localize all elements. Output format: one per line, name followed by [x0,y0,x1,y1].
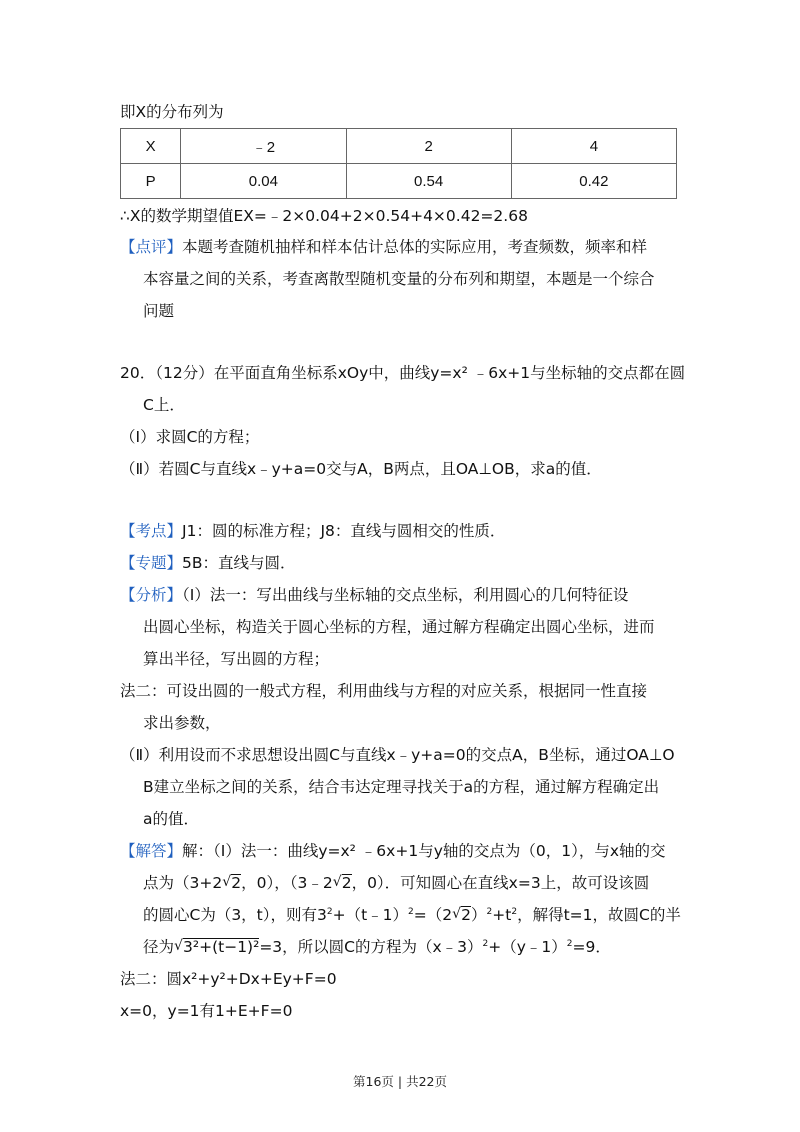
footer-separator: | [397,1074,403,1089]
table-cell: 0.04 [181,164,346,199]
jieda-text: 的圆心C为（3，t），则有$3^2+(t﹣1)^2=(2√$ $2)^2+t^2$，解得t=1，故圆C的半 [143,904,681,926]
review-text: 问题 [143,302,175,320]
jieda-line [120,840,666,862]
fenxi-text: 求出参数， [143,714,221,732]
table-cell: 0.54 [346,164,511,199]
zhuanti-tag: 【专题】 [120,554,183,572]
text-span: =3，所以圆C的方程为（x﹣3） [259,938,483,956]
kaodian-text: J1：圆的标准方程；J8：直线与圆相交的性质． [182,522,506,540]
review-line [120,236,647,258]
text-span: ） [471,906,487,924]
table-cell: 4 [511,129,676,164]
review-text: 本容量之间的关系，考查离散型随机变量的分布列和期望，本题是一个综合 [143,270,655,288]
sqrt-radical: √ 2 [452,904,471,926]
intro-text: 即X的分布列为 [120,103,224,121]
text-span: +（t﹣1） [332,906,409,924]
table-cell: 0.42 [511,164,676,199]
table-cell: ﹣2 [181,129,346,164]
kaodian-tag: 【考点】 [120,522,183,540]
zhuanti-text: 5B：直线与圆． [182,554,296,572]
table-cell: P [121,164,181,199]
kaodian-line [120,520,505,542]
text-span: ，0）．可知圆心在直线x=3上，故可设该圆 [351,874,650,892]
text-span: 点为（3+2 [143,874,223,892]
table-cell: 2 [346,129,511,164]
table-cell: X [121,129,181,164]
question-20-part1: （Ⅰ）求圆C的方程； [120,428,260,446]
sqrt-radical: √ 2 [222,872,241,894]
text-span: =9． [572,938,611,956]
jieda-tag: 【解答】 [120,842,183,860]
page-footer [0,1072,800,1090]
jieda-text: 径为√ 3²+(t−1)²=3，所以圆C的方程为（x﹣3）$^2$+（y﹣1）$^2$=9． [143,936,611,958]
zhuanti-line [120,552,296,574]
review-tag: 【点评】 [120,238,183,256]
page-number: 第16页 [353,1074,394,1089]
text-span: ，解得t=1，故圆C的半 [517,906,681,924]
text-span: +t [492,906,512,924]
question-20-stem: C上． [143,396,185,414]
fenxi-text: 算出半径，写出圆的方程； [143,650,330,668]
fenxi-text: 法二：可设出圆的一般式方程，利用曲线与方程的对应关系，根据同一性直接 [120,682,648,700]
jieda-text: 解：（Ⅰ）法一：曲线y=x² ﹣6x+1与y轴的交点为（0，1），与x轴的交 [182,842,666,860]
page-total: 共22页 [406,1074,447,1089]
text-span: 径为 [143,938,175,956]
method2-line: 法二：圆x²+y²+Dx+Ey+F=0 [120,970,337,988]
jieda-text [143,872,649,894]
fenxi-line [120,584,628,606]
fenxi-tag: 【分析】 [120,586,183,604]
text-span: ，0），（3﹣2 [241,874,333,892]
question-20-stem: 20．（12分）在平面直角坐标系xOy中，曲线y=x² ﹣6x+1与坐标轴的交点都在圆 [120,364,686,382]
table-row [121,129,677,164]
fenxi-text: 出圆心坐标，构造关于圆心坐标的方程，通过解方程确定出圆心坐标，进而 [143,618,655,636]
table-row [121,164,677,199]
review-text: 本题考查随机抽样和样本估计总体的实际应用，考查频数，频率和样 [182,238,648,256]
question-20-part2: （Ⅱ）若圆C与直线x﹣y+a=0交与A，B两点，且OA⊥OB，求a的值． [120,460,602,478]
fenxi-text: B建立坐标之间的关系，结合韦达定理寻找关于a的方程，通过解方程确定出 [143,778,660,796]
distribution-table [120,128,677,199]
substitution-line: x=0，y=1有1+E+F=0 [120,1002,293,1020]
text-span: 的圆心C为（3，t），则有3 [143,906,327,924]
sqrt-radical: √ 3²+(t−1)² [174,936,259,958]
text-span: +（y﹣1） [488,938,567,956]
expectation-line: ∴X的数学期望值EX=﹣2×0.04+2×0.54+4×0.42=2.68 [120,207,528,225]
fenxi-text: （Ⅰ）法一：写出曲线与坐标轴的交点坐标，利用圆心的几何特征设 [182,586,629,604]
fenxi-text: a的值． [143,810,199,828]
sqrt-radical: √ 2 [333,872,352,894]
fenxi-text: （Ⅱ）利用设而不求思想设出圆C与直线x﹣y+a=0的交点A，B坐标，通过OA⊥O [120,746,675,764]
text-span: =（2 [413,906,453,924]
